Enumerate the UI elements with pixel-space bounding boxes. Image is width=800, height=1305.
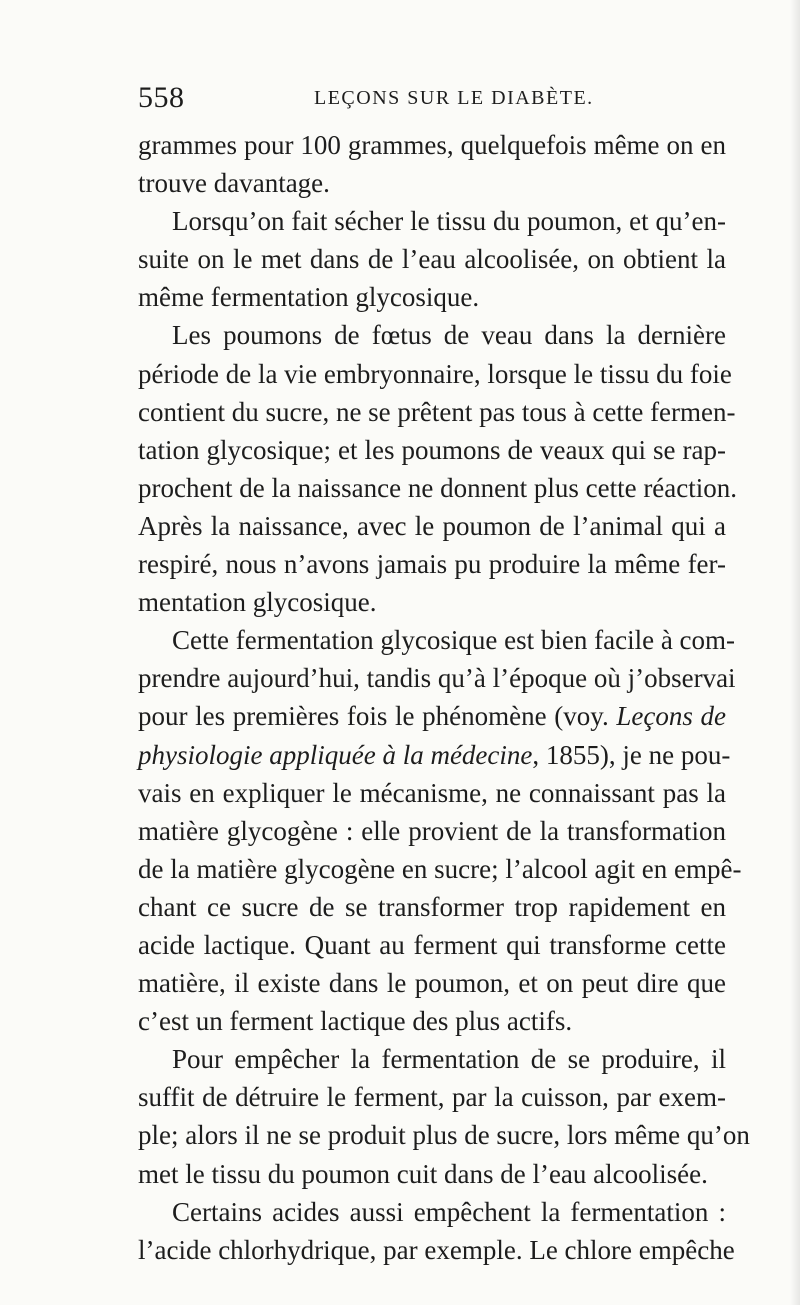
text-line: respiré, nous n’avons jamais pu produire la même fer- bbox=[138, 549, 726, 580]
text-line: matière, il existe dans le poumon, et on peut dire que bbox=[138, 968, 726, 999]
text-line: grammes pour 100 grammes, quelquefois même on en bbox=[138, 130, 726, 160]
text-line: même fermentation glycosique. bbox=[138, 282, 480, 313]
text-line: trouve davantage. bbox=[138, 168, 330, 199]
text-line: chant ce sucre de se transformer trop rapidement en bbox=[138, 891, 726, 922]
text-line: c’est un ferment lactique des plus actifs. bbox=[138, 1006, 573, 1037]
text-line: Après la naissance, avec le poumon de l’animal qui a bbox=[138, 510, 726, 541]
text-line: Pour empêcher la fermentation de se produire, il bbox=[172, 1044, 726, 1075]
text-line: prendre aujourd’hui, tandis qu’à l’époque où j’observai bbox=[138, 663, 736, 694]
page-header bbox=[138, 81, 698, 117]
page-number: 558 bbox=[138, 81, 185, 114]
text-line: vais en expliquer le mécanisme, ne connaissant pas la bbox=[138, 777, 726, 808]
text-line: acide lactique. Quant au ferment qui transforme cette bbox=[138, 929, 726, 960]
italic-citation: Leçons de bbox=[616, 701, 726, 732]
text-line: de la matière glycogène en sucre; l’alcool agit en empê- bbox=[138, 853, 742, 884]
page-edge-shadow bbox=[790, 0, 800, 1305]
body-text bbox=[138, 126, 750, 1269]
running-title: LEÇONS SUR LE DIABÈTE. bbox=[314, 87, 594, 109]
text-line: Certains acides aussi empêchent la fermentation : bbox=[172, 1196, 726, 1227]
italic-citation: physiologie appliquée à la médecine bbox=[138, 739, 533, 770]
text-line: contient du sucre, ne se prêtent pas tous à cette fermen- bbox=[138, 396, 736, 427]
text-line: suite on le met dans de l’eau alcoolisée, on obtient la bbox=[138, 244, 726, 275]
text-line: matière glycogène : elle provient de la transformation bbox=[138, 815, 726, 846]
text-line: prochent de la naissance ne donnent plus cette réaction. bbox=[138, 472, 738, 503]
text-line: met le tissu du poumon cuit dans de l’eau alcoolisée. bbox=[138, 1158, 708, 1189]
text-line: tation glycosique; et les poumons de veaux qui se rap- bbox=[138, 434, 726, 465]
text-line: Lorsqu’on fait sécher le tissu du poumon, et qu’en- bbox=[172, 206, 726, 237]
text-line bbox=[138, 697, 726, 735]
text-line: mentation glycosique. bbox=[138, 587, 377, 618]
text-line: suffit de détruire le ferment, par la cuisson, par exem- bbox=[138, 1082, 726, 1113]
text-line: Cette fermentation glycosique est bien facile à com- bbox=[172, 625, 736, 656]
text-line: période de la vie embryonnaire, lorsque le tissu du foie bbox=[138, 358, 732, 389]
text-line: l’acide chlorhydrique, par exemple. Le chlore empêche bbox=[138, 1234, 735, 1265]
text-line: ple; alors il ne se produit plus de sucre, lors même qu’on bbox=[138, 1120, 750, 1151]
text-run: pour les premières fois le phénomène (voy. bbox=[138, 701, 617, 732]
text-line: Les poumons de fœtus de veau dans la dernière bbox=[172, 320, 726, 351]
text-line bbox=[138, 736, 731, 774]
text-run: , 1855), je ne pou- bbox=[532, 739, 731, 770]
